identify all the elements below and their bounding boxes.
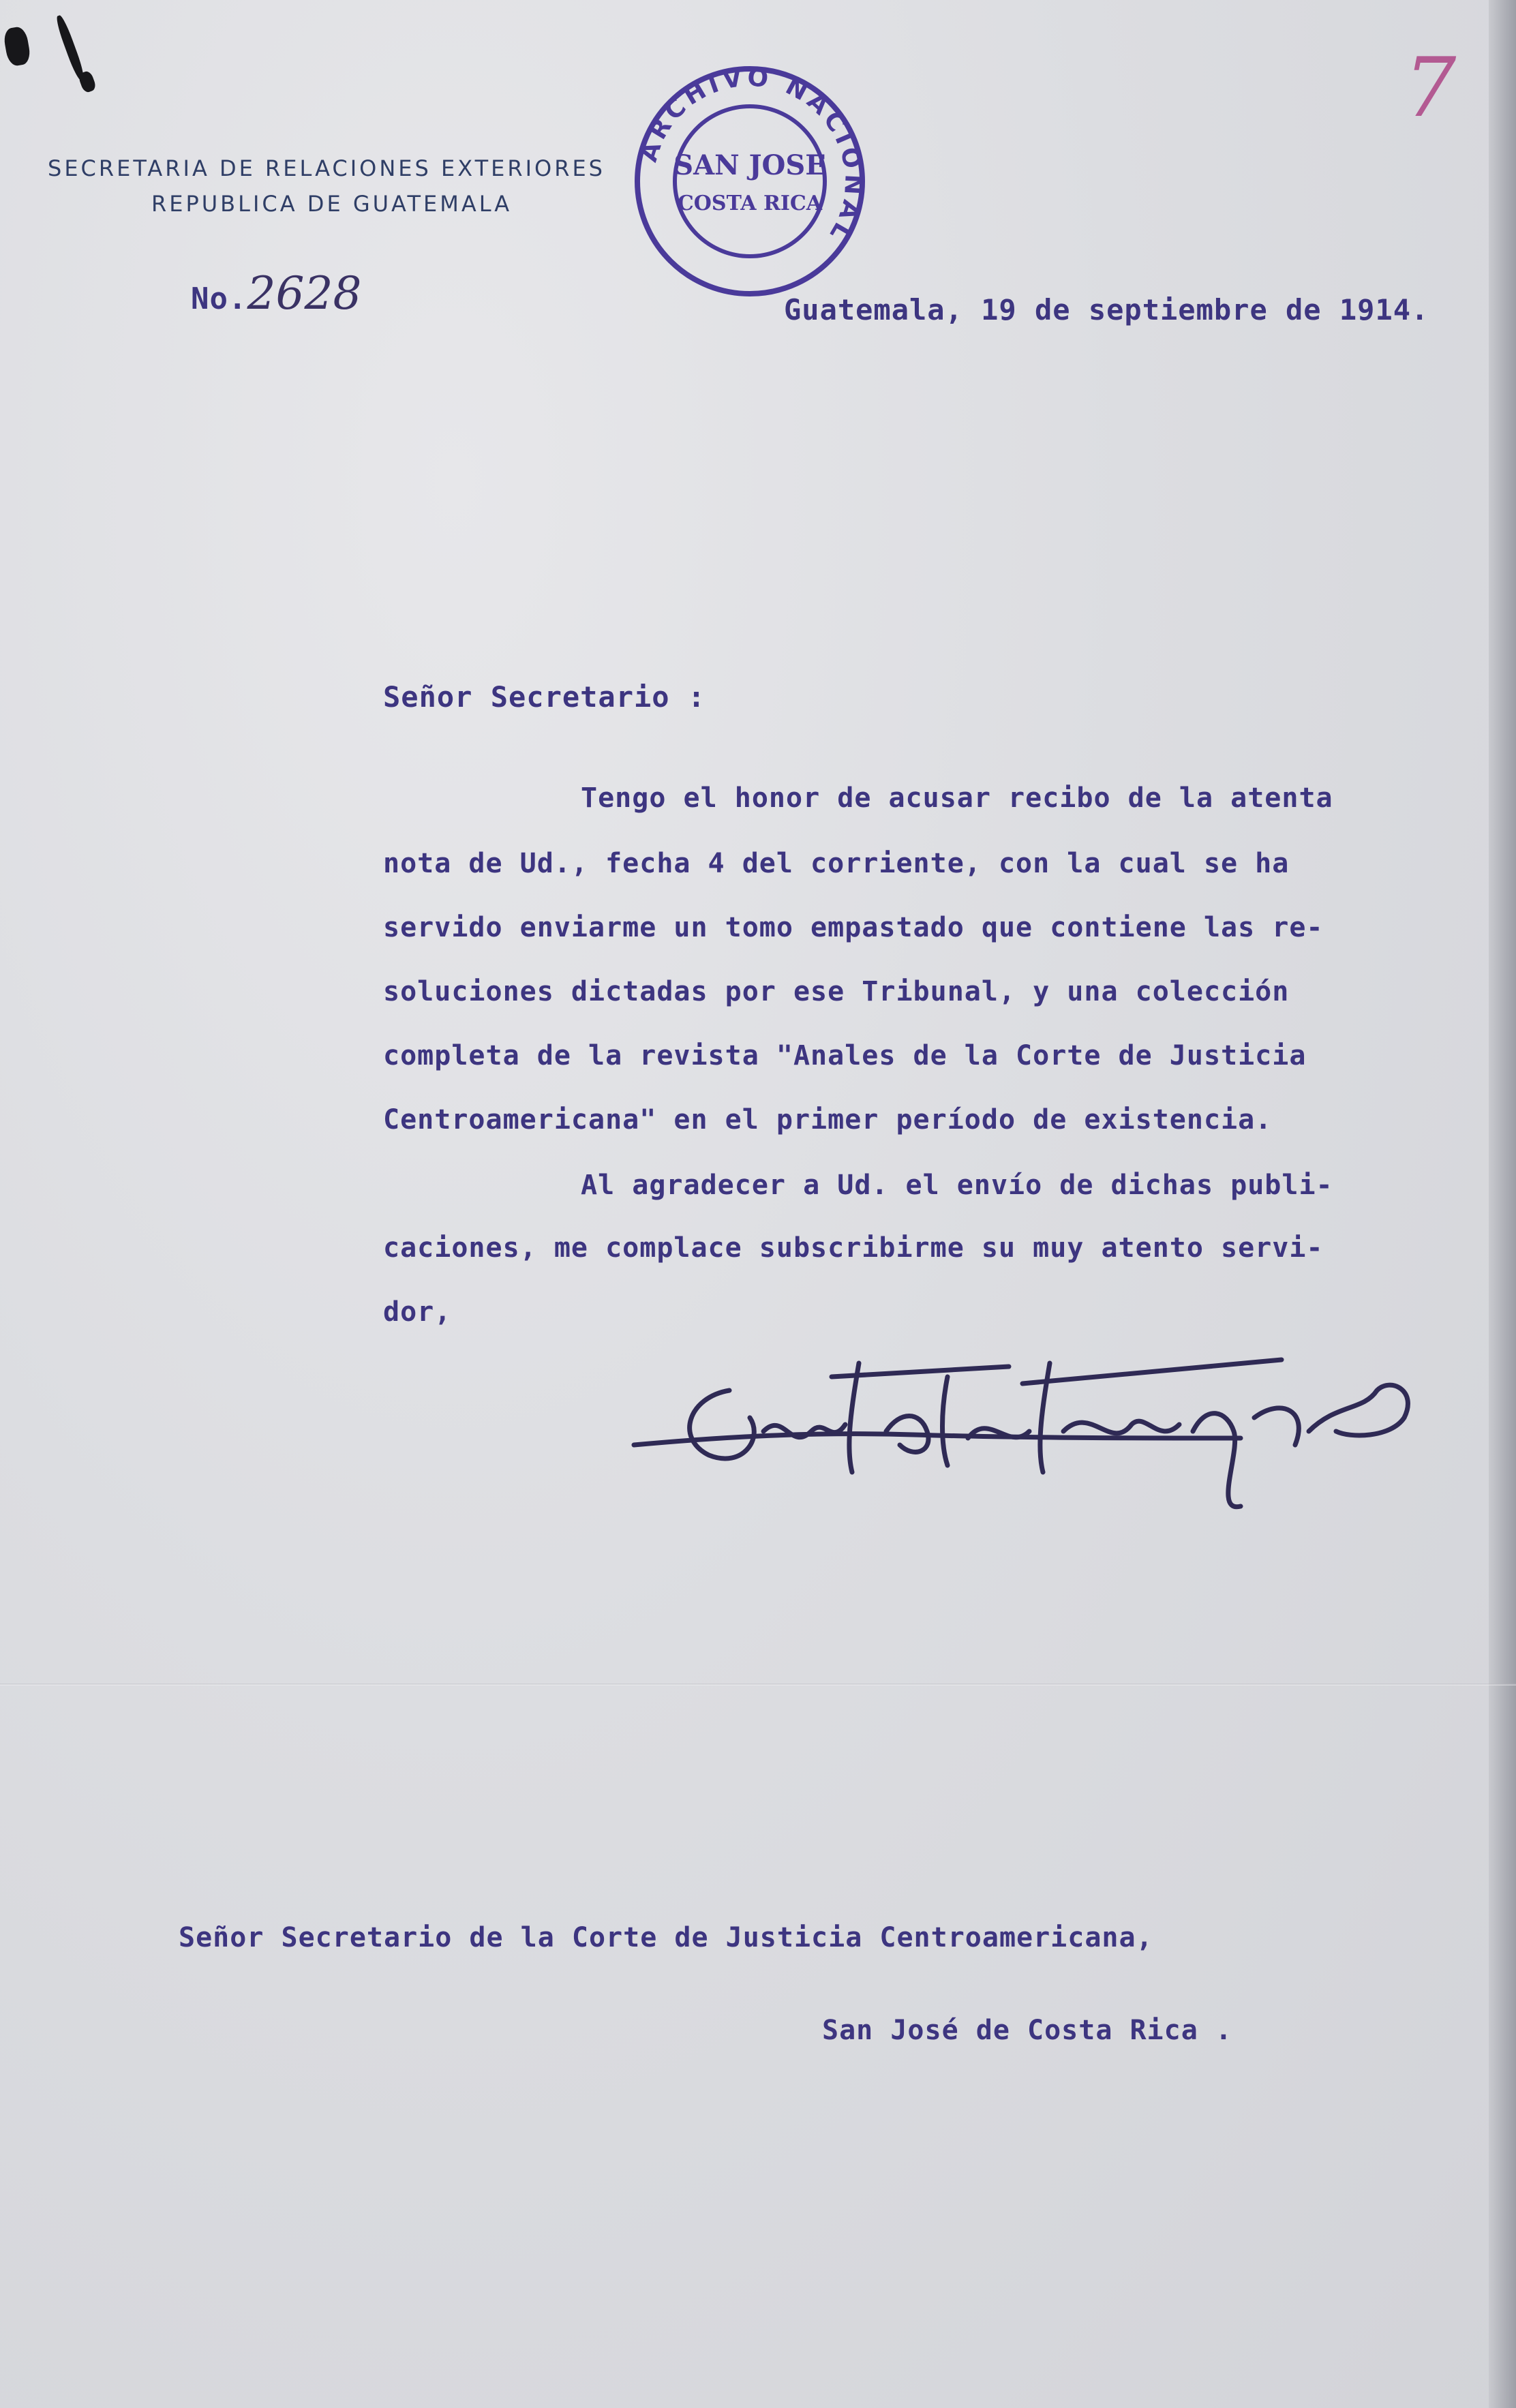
reference-prefix: No. [191, 281, 247, 316]
body-line: soluciones dictadas por ese Tribunal, y una colección [383, 976, 1290, 1007]
body-line: completa de la revista "Anales de la Corte de Justicia [383, 1040, 1307, 1071]
place-date: Guatemala, 19 de septiembre de 1914. [784, 293, 1429, 326]
handwritten-signature [627, 1336, 1472, 1520]
reference-number [191, 267, 361, 320]
stamp-ring-text: ARCHIVO NACIONAL [635, 63, 868, 249]
reference-handwritten-number: 2628 [247, 267, 362, 320]
body-line: nota de Ud., fecha 4 del corriente, con la cual se ha [383, 848, 1290, 879]
letterhead-ministry: SECRETARIA DE RELACIONES EXTERIORES [48, 155, 605, 181]
stamp-country: COSTA RICA [677, 192, 823, 215]
body-line: caciones, me complace subscribirme su muy atento servi- [383, 1232, 1324, 1264]
letterhead-country: REPUBLICA DE GUATEMALA [151, 191, 513, 217]
salutation: Señor Secretario : [383, 680, 706, 714]
body-line: dor, [383, 1296, 452, 1328]
paper-edge [1489, 0, 1516, 2408]
ink-spot [54, 14, 86, 82]
archive-stamp [627, 59, 873, 304]
ink-spot [77, 70, 97, 93]
page-number: 7 [1404, 41, 1457, 136]
addressee-line: Señor Secretario de la Corte de Justicia Centroamericana, [179, 1922, 1153, 1953]
body-line: Centroamericana" en el primer período de existencia. [383, 1104, 1273, 1136]
body-line: Tengo el honor de acusar recibo de la atenta [581, 782, 1333, 814]
body-line: servido enviarme un tomo empastado que contiene las re- [383, 912, 1324, 943]
ink-spot [2, 25, 31, 67]
fold-crease [0, 1683, 1516, 1686]
stamp-city: SAN JOSE [673, 149, 826, 181]
body-line: Al agradecer a Ud. el envío de dichas publi- [581, 1170, 1333, 1201]
addressee-location: San José de Costa Rica . [822, 2015, 1232, 2046]
